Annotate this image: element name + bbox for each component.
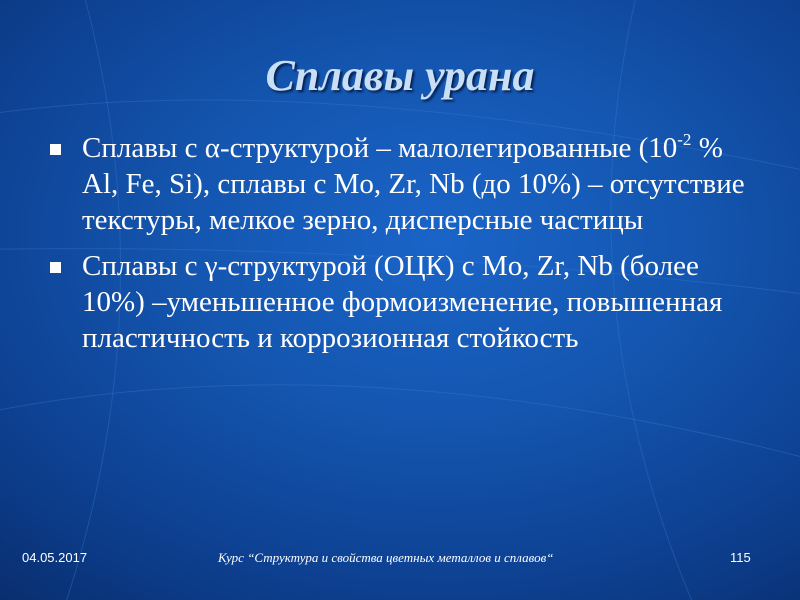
slide-title: Сплавы урана	[265, 51, 535, 100]
bullet-item-gamma	[46, 248, 746, 356]
square-bullet-icon	[50, 262, 61, 273]
footer-page-number: 115	[730, 550, 751, 565]
footer-course-title: Курс “Структура и свойства цветных металлов и сплавов“	[218, 550, 554, 565]
bullet-superscript: -2	[677, 130, 692, 149]
bullet-list	[46, 130, 746, 366]
bullet-text-part1: Сплавы с α-структурой – малолегированные (10	[82, 132, 678, 164]
bullet-text-part2: % Al, Fe, Si), сплавы с Mo, Zr, Nb (до 10%) – отсутствие текстуры, мелкое зерно, дисперсные частицы	[82, 132, 745, 236]
decor-arc-2	[0, 385, 800, 470]
bullet-item-alpha	[46, 130, 746, 238]
bullet-text: Сплавы с γ-структурой (ОЦК) с Mo, Zr, Nb (более 10%) –уменьшенное формоизменение, повышенная пластичность и коррозионная стойкость	[82, 250, 723, 354]
footer-date: 04.05.2017	[22, 550, 88, 565]
square-bullet-icon	[50, 144, 61, 155]
